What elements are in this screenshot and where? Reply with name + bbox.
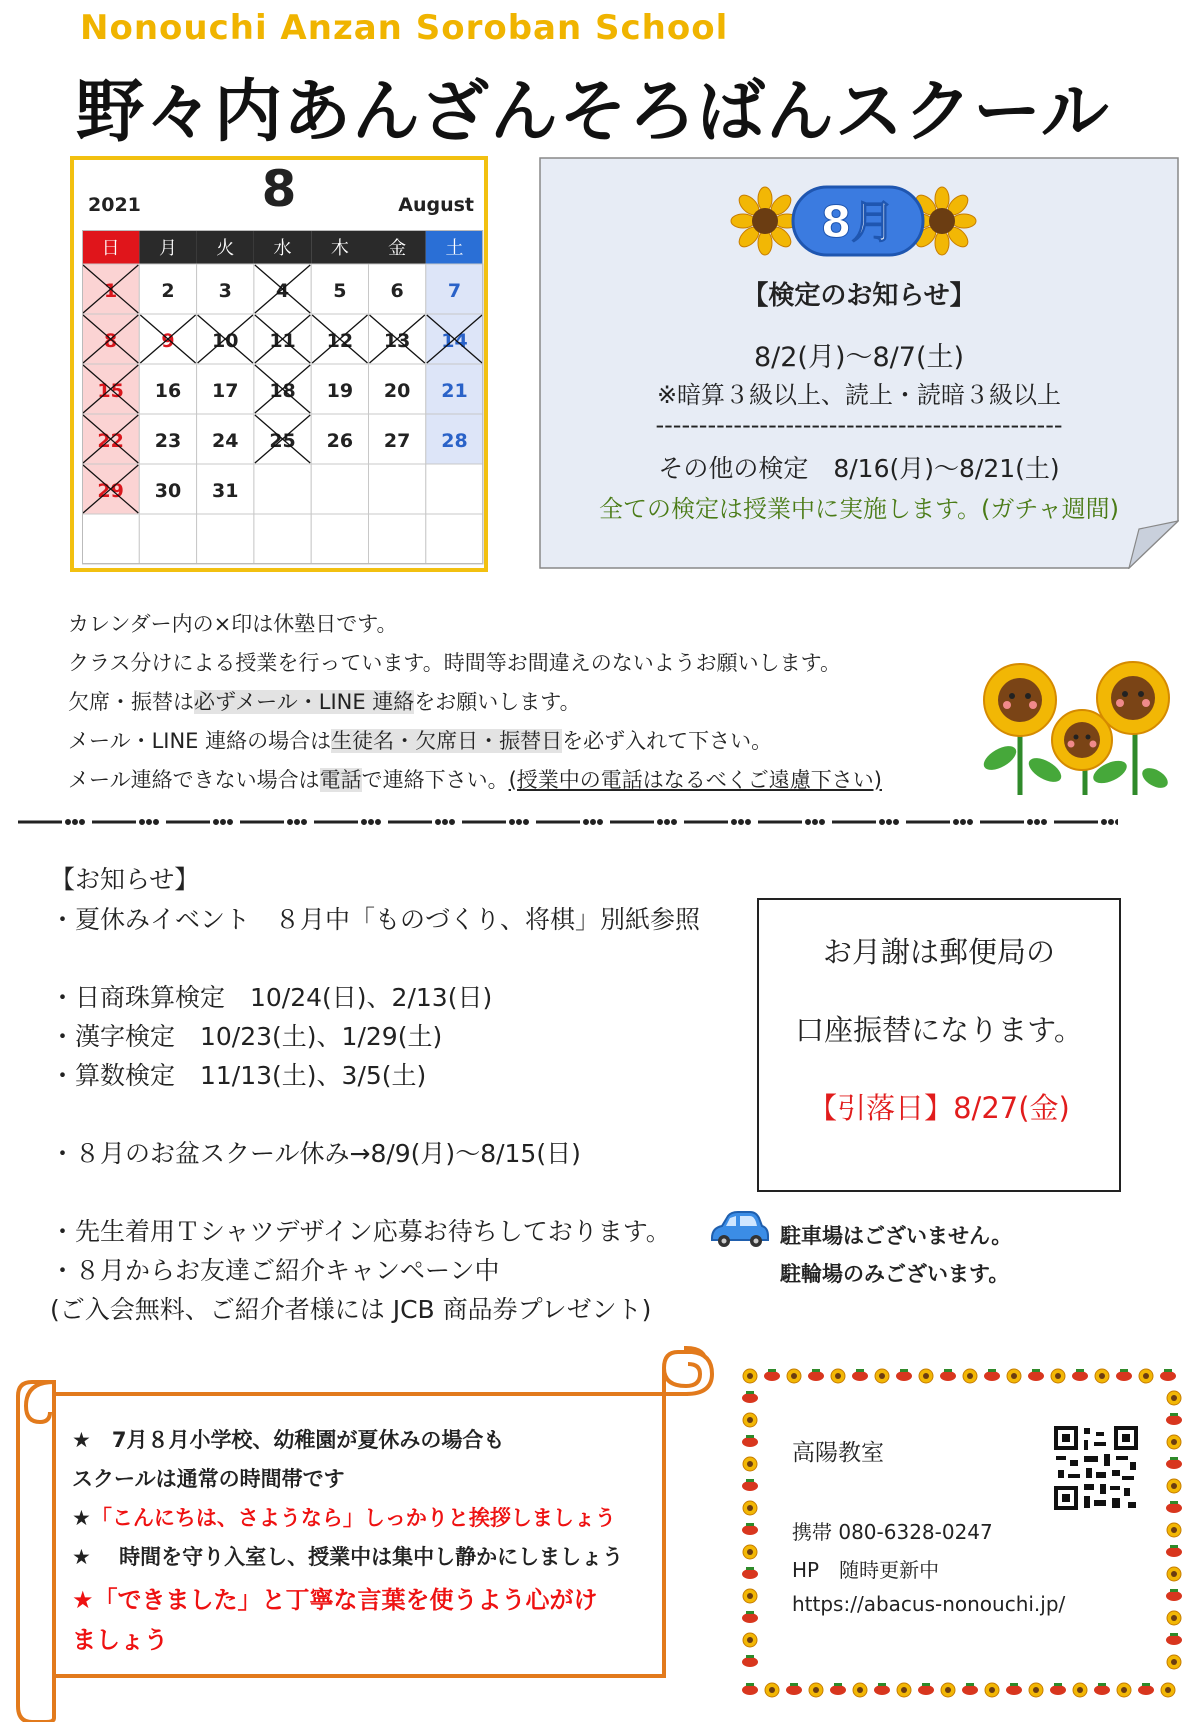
divider-dot <box>584 820 589 825</box>
strawberry-border-icon <box>742 1481 758 1491</box>
calendar-day-number: 22 <box>97 430 124 452</box>
rule-polite-words-cont: ましょう <box>72 1626 168 1654</box>
calendar-day-number: 31 <box>212 480 239 502</box>
info-highlight: 必ずメール・LINE 連絡 <box>194 690 415 714</box>
divider-dot <box>510 820 515 825</box>
strawberry-border-leaf <box>1170 1457 1178 1460</box>
strawberry-border-icon <box>1166 1547 1182 1557</box>
strawberry-border-leaf <box>834 1683 842 1686</box>
month-badge <box>793 187 923 255</box>
section-divider <box>18 812 1118 832</box>
calendar-day-number: 9 <box>161 330 175 352</box>
divider-dot <box>672 820 677 825</box>
sunflower-icon <box>731 187 799 255</box>
divider-dot <box>1102 820 1107 825</box>
divider-dot <box>517 820 522 825</box>
calendar-day-number: 27 <box>383 430 411 452</box>
bicycle-parking-note: 駐輪場のみございます。 <box>780 1262 1010 1286</box>
calendar-day-cell <box>197 514 254 564</box>
info-line-absence <box>68 686 581 716</box>
info-text: をお願いします。 <box>414 690 581 714</box>
sunflower-border-center <box>1165 1687 1171 1693</box>
sunflower-border-center <box>791 1373 797 1379</box>
divider-dot <box>140 820 145 825</box>
sunflower-border-center <box>1121 1687 1127 1693</box>
strawberry-border-leaf <box>900 1369 908 1372</box>
sunflower-border-center <box>747 1461 753 1467</box>
strawberry-border-icon <box>786 1685 802 1695</box>
notice-summer-event: ・夏休みイベント ８月中「ものづくり、将棋」別紙参照 <box>50 905 701 934</box>
divider-dot <box>1035 820 1040 825</box>
strawberry-border-icon <box>1028 1371 1044 1381</box>
strawberry-border-icon <box>742 1657 758 1667</box>
divider-dot <box>1042 820 1047 825</box>
calendar-day-number: 18 <box>269 380 296 402</box>
info-text: 欠席・振替は <box>68 690 194 714</box>
strawberry-border-leaf <box>1170 1589 1178 1592</box>
calendar-day-cell <box>254 514 311 564</box>
sunflower-border-center <box>1171 1439 1177 1445</box>
strawberry-border-icon <box>830 1685 846 1695</box>
calendar-day-number: 1 <box>104 280 118 302</box>
branch-name: 高陽教室 <box>792 1440 884 1466</box>
divider-dot <box>813 820 818 825</box>
divider-dot <box>80 820 85 825</box>
strawberry-border-icon <box>742 1393 758 1403</box>
notices-heading: 【お知らせ】 <box>50 865 200 894</box>
calendar-day-cell <box>426 514 483 564</box>
calendar-day-number: 4 <box>275 280 290 302</box>
sunflower-border-center <box>1143 1373 1149 1379</box>
strawberry-border-leaf <box>1170 1633 1178 1636</box>
strawberry-border-leaf <box>746 1655 754 1658</box>
sunflower-border-center <box>769 1687 775 1693</box>
strawberry-border-icon <box>742 1569 758 1579</box>
sunflower-border-center <box>1033 1687 1039 1693</box>
august-calendar <box>70 156 488 572</box>
info-text: メール連絡できない場合は <box>68 768 320 792</box>
strawberry-border-icon <box>764 1371 780 1381</box>
strawberry-border-leaf <box>922 1683 930 1686</box>
strawberry-border-icon <box>1116 1371 1132 1381</box>
divider-dot <box>732 820 737 825</box>
strawberry-border-icon <box>1166 1503 1182 1513</box>
divider-dot <box>591 820 596 825</box>
calendar-day-cell <box>369 514 426 564</box>
divider-dot <box>369 820 374 825</box>
notice-title: 【検定のお知らせ】 <box>742 281 976 311</box>
divider-dot <box>806 820 811 825</box>
calendar-day-number: 7 <box>447 280 462 302</box>
info-line-contact-details <box>68 725 772 755</box>
calendar-day-number: 20 <box>383 380 411 402</box>
strawberry-border-leaf <box>944 1369 952 1372</box>
strawberry-border-leaf <box>746 1479 754 1482</box>
strawberry-border-icon <box>852 1371 868 1381</box>
notice-tshirt-design: ・先生着用Ｔシャツデザイン応募お待ちしております。 <box>50 1217 671 1246</box>
divider-dot <box>887 820 892 825</box>
strawberry-border-leaf <box>746 1391 754 1394</box>
divider-dot <box>362 820 367 825</box>
exam-notice-card <box>539 157 1179 569</box>
car-icon <box>706 1208 770 1252</box>
sunflower-border-center <box>923 1373 929 1379</box>
sunflower-border-center <box>747 1505 753 1511</box>
strawberry-border-leaf <box>1120 1369 1128 1372</box>
strawberry-border-leaf <box>1076 1369 1084 1372</box>
strawberry-border-leaf <box>1010 1683 1018 1686</box>
info-highlight: 生徒名・欠席日・振替日 <box>331 729 563 753</box>
calendar-day-number: 15 <box>97 380 124 402</box>
strawberry-border-icon <box>896 1371 912 1381</box>
rule-summer-schedule-cont: スクールは通常の時間帯です <box>72 1467 345 1491</box>
calendar-day-number: 29 <box>97 480 124 502</box>
strawberry-border-leaf <box>856 1369 864 1372</box>
calendar-day-cell <box>254 464 311 514</box>
notice-campaign-note: (ご入会無料、ご紹介者様には JCB 商品券プレゼント) <box>50 1295 652 1324</box>
divider-dot <box>147 820 152 825</box>
divider-dot <box>450 820 455 825</box>
divider-dot <box>214 820 219 825</box>
calendar-day-cell <box>426 464 483 514</box>
calendar-day-number: 8 <box>104 330 118 352</box>
sunflower-border-center <box>813 1687 819 1693</box>
calendar-day-number: 21 <box>441 380 468 402</box>
sunflower-border-center <box>1055 1373 1061 1379</box>
weekday-label: 火 <box>216 238 235 259</box>
tuition-box <box>757 898 1121 1192</box>
homepage-url[interactable]: https://abacus-nonouchi.jp/ <box>792 1592 1066 1616</box>
divider-dot <box>524 820 529 825</box>
calendar-day-number: 16 <box>154 380 182 402</box>
strawberry-border-leaf <box>746 1523 754 1526</box>
sunflower-border-center <box>1077 1687 1083 1693</box>
sunflower-border-center <box>835 1373 841 1379</box>
school-name-en: Nonouchi Anzan Soroban School <box>80 8 729 48</box>
weekday-label: 金 <box>388 238 407 259</box>
divider-dot <box>66 820 71 825</box>
divider-dot <box>961 820 966 825</box>
divider-dot <box>302 820 307 825</box>
strawberry-border-icon <box>742 1525 758 1535</box>
strawberry-border-icon <box>1166 1635 1182 1645</box>
weekday-label: 水 <box>273 238 292 259</box>
calendar-day-number: 23 <box>154 430 182 452</box>
rule-summer-schedule: ★ 7月８月小学校、幼稚園が夏休みの場合も <box>72 1428 505 1452</box>
notice-obon-holiday: ・８月のお盆スクール休み→8/9(月)～8/15(日) <box>50 1139 581 1168</box>
calendar-day-number: 25 <box>269 430 296 452</box>
calendar-day-number: 5 <box>333 280 347 302</box>
strawberry-border-leaf <box>1098 1683 1106 1686</box>
sunflower-border-center <box>747 1373 753 1379</box>
notice-divider: ----------------------------------------------- <box>655 411 1063 439</box>
strawberry-border-leaf <box>812 1369 820 1372</box>
notice-kanji-exam: ・漢字検定 10/23(土)、1/29(土) <box>50 1022 443 1051</box>
strawberry-border-leaf <box>746 1435 754 1438</box>
info-line-class-groups: クラス分けによる授業を行っています。時間等お間違えのないようお願いします。 <box>68 651 842 675</box>
calendar-day-number: 3 <box>218 280 232 302</box>
strawberry-border-leaf <box>878 1683 886 1686</box>
divider-dot <box>598 820 603 825</box>
phone-number: 携帯 080-6328-0247 <box>792 1520 993 1544</box>
divider-dot <box>894 820 899 825</box>
notice-sansu-exam: ・算数検定 11/13(土)、3/5(土) <box>50 1061 427 1090</box>
exam-dates: 8/2(月)～8/7(土) <box>753 342 965 373</box>
calendar-day-cell <box>139 514 196 564</box>
strawberry-border-icon <box>742 1685 758 1695</box>
strawberry-border-icon <box>742 1613 758 1623</box>
tuition-line-1: お月謝は郵便局の <box>822 935 1055 969</box>
notice-referral-campaign: ・８月からお友達ご紹介キャンペーン中 <box>50 1256 500 1285</box>
divider-dot <box>954 820 959 825</box>
sunflower-border-center <box>901 1687 907 1693</box>
rules-scroll <box>6 1346 726 1722</box>
calendar-day-cell <box>369 464 426 514</box>
strawberry-border-icon <box>1166 1591 1182 1601</box>
info-text: を必ず入れて下さい。 <box>562 729 773 753</box>
homepage-note: HP 随時更新中 <box>792 1558 940 1582</box>
other-exams: その他の検定 8/16(月)～8/21(土) <box>658 454 1060 483</box>
strawberry-border-icon <box>1138 1685 1154 1695</box>
divider-dot <box>288 820 293 825</box>
sunflower-border-center <box>967 1373 973 1379</box>
calendar-day-number: 30 <box>154 480 182 502</box>
strawberry-border-leaf <box>1170 1545 1178 1548</box>
strawberry-border-icon <box>1050 1685 1066 1695</box>
sunflower-border-center <box>1011 1373 1017 1379</box>
sunflower-border-center <box>747 1549 753 1555</box>
calendar-month-number: 8 <box>261 160 297 218</box>
divider-dot <box>436 820 441 825</box>
strawberry-border-icon <box>1094 1685 1110 1695</box>
calendar-day-number: 26 <box>326 430 354 452</box>
calendar-day-number: 6 <box>390 280 404 302</box>
divider-dot <box>154 820 159 825</box>
strawberry-border-leaf <box>988 1369 996 1372</box>
strawberry-border-icon <box>962 1685 978 1695</box>
parking-note: 駐車場はございません。 <box>780 1224 1013 1248</box>
weekday-label: 日 <box>101 238 120 259</box>
calendar-day-number: 12 <box>326 330 354 352</box>
strawberry-border-leaf <box>746 1567 754 1570</box>
strawberry-border-icon <box>874 1685 890 1695</box>
sunflower-border-center <box>747 1637 753 1643</box>
strawberry-border-leaf <box>1032 1369 1040 1372</box>
weekday-label: 土 <box>445 238 464 259</box>
strawberry-border-icon <box>940 1371 956 1381</box>
strawberry-border-leaf <box>1164 1369 1172 1372</box>
sunflowers-illustration <box>970 660 1170 800</box>
divider-dot <box>665 820 670 825</box>
divider-dot <box>376 820 381 825</box>
divider-dot <box>73 820 78 825</box>
divider-dot <box>820 820 825 825</box>
sunflower-border-center <box>747 1593 753 1599</box>
sunflower-border-center <box>1099 1373 1105 1379</box>
info-line-closed-days: カレンダー内の×印は休塾日です。 <box>68 612 398 636</box>
strawberry-border-leaf <box>966 1683 974 1686</box>
divider-dot <box>880 820 885 825</box>
sunflower-border-center <box>1171 1527 1177 1533</box>
calendar-day-number: 10 <box>212 330 239 352</box>
sunflower-border-center <box>1171 1571 1177 1577</box>
divider-dot <box>1028 820 1033 825</box>
rule-greeting <box>72 1502 616 1532</box>
strawberry-border-leaf <box>768 1369 776 1372</box>
divider-dot <box>968 820 973 825</box>
divider-dot <box>228 820 233 825</box>
tuition-withdrawal-date: 【引落日】8/27(金) <box>808 1091 1070 1125</box>
calendar-day-number: 19 <box>326 380 354 402</box>
sunflower-border-center <box>857 1687 863 1693</box>
strawberry-border-icon <box>918 1685 934 1695</box>
exam-during-class-note: 全ての検定は授業中に実施します。(ガチャ週間) <box>598 495 1120 523</box>
calendar-day-number: 2 <box>161 280 175 302</box>
sunflower-border-center <box>945 1687 951 1693</box>
calendar-day-cell <box>311 464 368 514</box>
calendar-day-number: 28 <box>441 430 468 452</box>
divider-dot <box>1116 820 1119 825</box>
weekday-label: 月 <box>158 238 177 259</box>
month-badge-text: 8月 <box>820 197 896 248</box>
info-text: メール・LINE 連絡の場合は <box>68 729 332 753</box>
calendar-day-cell <box>82 514 139 564</box>
divider-dot <box>658 820 663 825</box>
divider-dot <box>1109 820 1114 825</box>
info-highlight: 電話 <box>319 768 362 792</box>
weekday-label: 木 <box>330 238 349 259</box>
sunflower-border-center <box>1171 1615 1177 1621</box>
calendar-grid <box>82 230 484 568</box>
rule-punctuality: ★ 時間を守り入室し、授業中は集中し静かにしましょう <box>72 1545 624 1569</box>
rule-greeting-text: 「こんにちは、さようなら」しっかりと挨拶しましょう <box>90 1506 616 1530</box>
strawberry-border-leaf <box>1170 1501 1178 1504</box>
strawberry-border-leaf <box>1054 1683 1062 1686</box>
strawberry-border-icon <box>742 1437 758 1447</box>
strawberry-border-leaf <box>746 1683 754 1686</box>
divider-dot <box>221 820 226 825</box>
qr-code <box>1054 1426 1138 1510</box>
divider-dot <box>443 820 448 825</box>
star-icon: ★ <box>72 1506 91 1530</box>
strawberry-border-leaf <box>746 1611 754 1614</box>
divider-dot <box>746 820 751 825</box>
tuition-line-2: 口座振替になります。 <box>795 1013 1083 1047</box>
sunflower-border-center <box>1171 1483 1177 1489</box>
calendar-day-number: 14 <box>441 330 468 352</box>
calendar-year: 2021 <box>88 194 141 216</box>
calendar-day-number: 13 <box>383 330 411 352</box>
rule-polite-words: ★「できました」と丁寧な言葉を使うよう心がけ <box>72 1586 598 1614</box>
school-name-jp: 野々内あんざんそろばんスクール <box>76 73 1110 152</box>
strawberry-border-leaf <box>1142 1683 1150 1686</box>
strawberry-border-icon <box>808 1371 824 1381</box>
sunflower-border-center <box>879 1373 885 1379</box>
divider-dot <box>739 820 744 825</box>
strawberry-border-icon <box>1160 1371 1176 1381</box>
calendar-day-number: 11 <box>269 330 296 352</box>
notice-nissho-exam: ・日商珠算検定 10/24(日)、2/13(日) <box>50 983 493 1012</box>
strawberry-border-icon <box>1006 1685 1022 1695</box>
calendar-day-number: 17 <box>212 380 239 402</box>
info-line-phone <box>68 764 882 794</box>
strawberry-border-icon <box>984 1371 1000 1381</box>
strawberry-border-leaf <box>1170 1413 1178 1416</box>
strawberry-border-leaf <box>790 1683 798 1686</box>
exam-levels: ※暗算３級以上、読上・読暗３級以上 <box>656 381 1062 409</box>
calendar-month-name: August <box>398 194 474 216</box>
sunflower-border-center <box>989 1687 995 1693</box>
sunflower-border-center <box>1171 1395 1177 1401</box>
info-underlined: (授業中の電話はなるべくご遠慮下さい) <box>508 768 882 792</box>
calendar-day-cell <box>311 514 368 564</box>
divider-dot <box>295 820 300 825</box>
info-text: で連絡下さい。 <box>361 768 509 792</box>
calendar-day-number: 24 <box>212 430 239 452</box>
strawberry-border-icon <box>1072 1371 1088 1381</box>
sunflower-border-center <box>1171 1659 1177 1665</box>
strawberry-border-icon <box>1166 1459 1182 1469</box>
sunflower-border-center <box>747 1417 753 1423</box>
strawberry-border-icon <box>1166 1415 1182 1425</box>
